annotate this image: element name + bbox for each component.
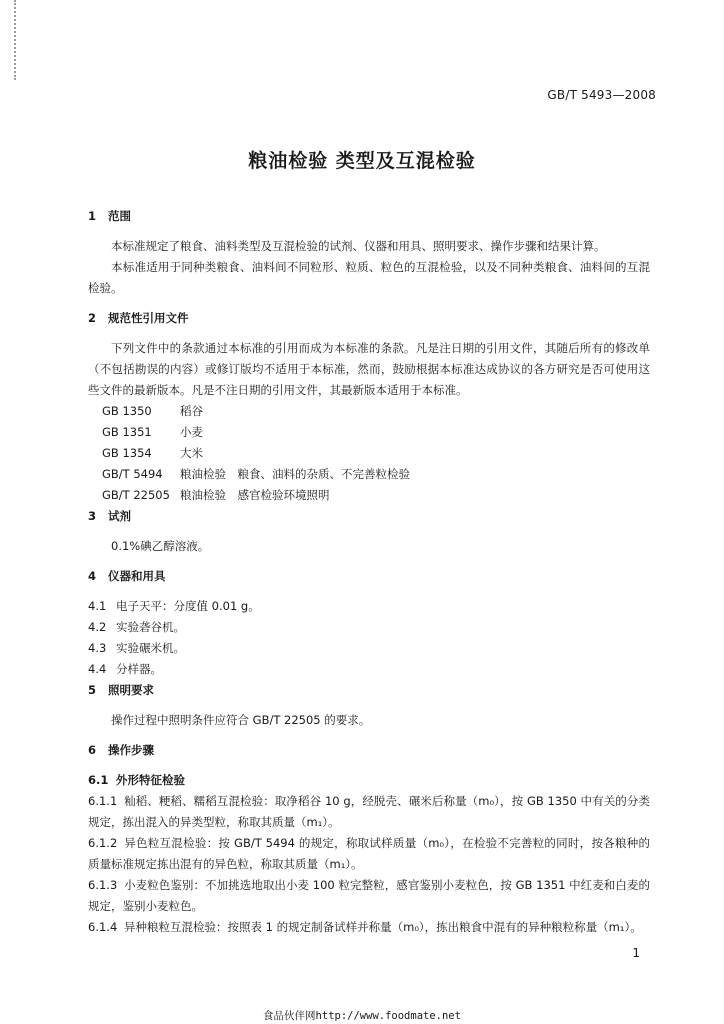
section-number: 6 [88,743,97,757]
section-title: 试剂 [108,509,131,523]
section-number: 3 [88,509,97,523]
subsection-heading [88,770,650,791]
section-title: 仪器和用具 [108,569,166,583]
item-number: 6.1.1 [88,794,118,808]
item-number: 4.2 [88,620,107,634]
item-text: 小麦粒色鉴别：不加挑选地取出小麦 100 粒完整粒，感官鉴别小麦粒色，按 GB 1351 中红麦和白麦的规定，鉴别小麦粒色。 [88,878,650,913]
reference-item [88,422,650,443]
item-number: 4.1 [88,599,107,613]
list-item [88,596,650,617]
item-number: 4.3 [88,641,107,655]
item-text: 异色粒互混检验：按 GB/T 5494 的规定，称取试样质量（m₀），在检验不完善粒的同时，按各粮种的质量标准规定拣出混有的异色粒，称取其质量（m₁）。 [88,836,650,871]
reference-name: 粮油检验 粮食、油料的杂质、不完善粒检验 [180,467,410,481]
document-body [88,206,650,938]
reference-name: 稻谷 [180,404,203,418]
section-6-heading [88,740,650,761]
item-number: 6.1.2 [88,836,118,850]
reference-item [88,401,650,422]
item-number: 6.1.4 [88,920,118,934]
subsection-title: 外形特征检验 [116,773,185,787]
section-number: 1 [88,209,97,223]
section-number: 5 [88,683,97,697]
paragraph: 0.1%碘乙醇溶液。 [111,539,210,553]
page-number: 1 [632,946,640,960]
reference-item [88,485,650,506]
item-text: 电子天平：分度值 0.01 g。 [116,599,260,613]
section-1-heading [88,206,650,227]
paragraph: 下列文件中的条款通过本标准的引用而成为本标准的条款。凡是注日期的引用文件，其随后所有的修改单（不包括勘误的内容）或修订版均不适用于本标准，然而，鼓励根据本标准达成协议的各方研究是否可使用这些文件的最新版本。凡是不注日期的引用文件，其最新版本适用于本标准。 [88,341,650,397]
reference-item [88,464,650,485]
paragraph: 本标准适用于同种类粮食、油料间不同粒形、粒质、粒色的互混检验，以及不同种类粮食、油料间的互混检验。 [88,260,650,295]
list-item [88,659,650,680]
reference-name: 大米 [180,446,203,460]
reference-code: GB 1350 [102,404,152,418]
list-item [88,617,650,638]
item-number: 4.4 [88,662,107,676]
item-text: 异种粮粒互混检验：按照表 1 的规定制备试样并称量（m₀），拣出粮食中混有的异种粮粒称量（m₁）。 [124,920,642,934]
binding-margin-dots [14,0,18,80]
list-item [88,638,650,659]
section-3-heading [88,506,650,527]
item-text: 实验碾米机。 [116,641,185,655]
reference-name: 小麦 [180,425,203,439]
reference-code: GB 1354 [102,446,152,460]
reference-code: GB 1351 [102,425,152,439]
section-number: 2 [88,311,97,325]
item-text: 籼稻、粳稻、糯稻互混检验：取净稻谷 10 g，经脱壳、碾米后称量（m₀），按 GB 1350 中有关的分类规定，拣出混入的异类型粒，称取其质量（m₁）。 [88,794,650,829]
clause-item [88,833,650,875]
item-text: 实验砻谷机。 [116,620,185,634]
subsection-number: 6.1 [88,773,109,787]
document-title: 粮油检验 类型及互混检验 [248,150,476,172]
footer-watermark: 食品伙伴网http://www.foodmate.net [263,1010,461,1022]
section-title: 操作步骤 [108,743,154,757]
section-4-heading [88,566,650,587]
clause-item [88,791,650,833]
reference-code: GB/T 22505 [102,488,170,502]
paragraph: 操作过程中照明条件应符合 GB/T 22505 的要求。 [111,713,371,727]
section-2-heading [88,308,650,329]
paragraph: 本标准规定了粮食、油料类型及互混检验的试剂、仪器和用具、照明要求、操作步骤和结果计算。 [111,239,606,253]
section-title: 照明要求 [108,683,154,697]
clause-item [88,917,650,938]
item-number: 6.1.3 [88,878,118,892]
reference-code: GB/T 5494 [102,467,163,481]
section-5-heading [88,680,650,701]
section-number: 4 [88,569,97,583]
reference-item [88,443,650,464]
clause-item [88,875,650,917]
section-title: 规范性引用文件 [108,311,189,325]
item-text: 分样器。 [116,662,162,676]
standard-code: GB/T 5493—2008 [547,88,656,102]
reference-name: 粮油检验 感官检验环境照明 [180,488,330,502]
section-title: 范围 [108,209,131,223]
